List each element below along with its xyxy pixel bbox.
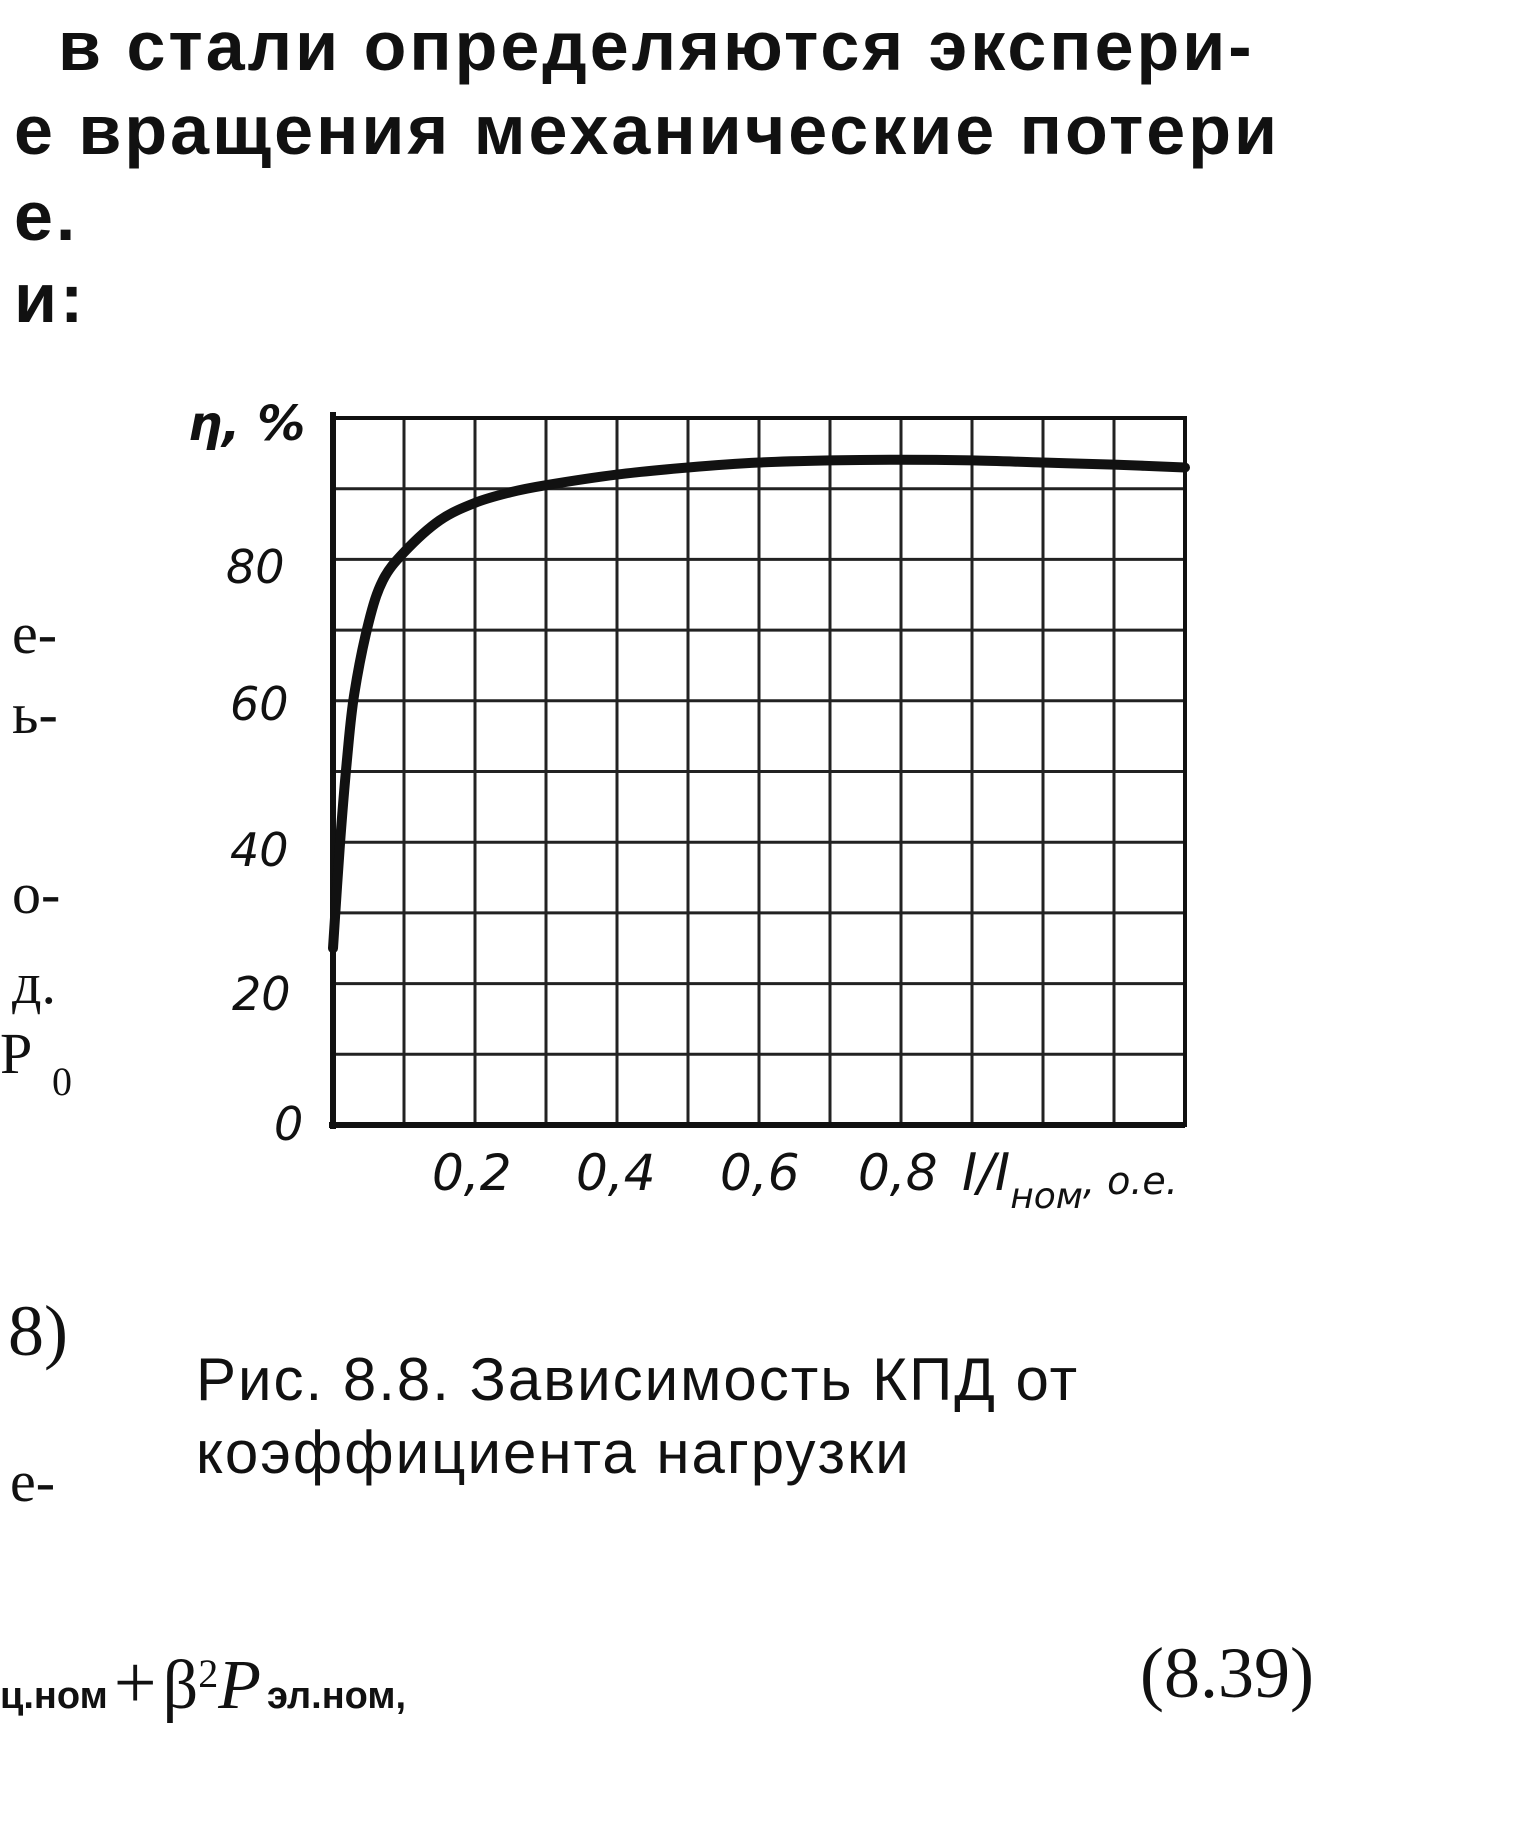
figure-caption-line-2: коэффициента нагрузки	[196, 1419, 911, 1486]
x-tick-label: 0,8	[858, 1144, 938, 1202]
body-text-line-3: е.	[14, 177, 79, 255]
x-axis-label-unit: , о.е.	[1082, 1159, 1178, 1203]
x-tick-label: 0,6	[720, 1144, 800, 1202]
y-tick-label: 80	[226, 540, 285, 594]
x-tick-label: 0,2	[432, 1144, 512, 1202]
equation-power-symbol: P	[218, 1647, 261, 1724]
equation-beta: β	[162, 1647, 199, 1724]
equation-beta-exponent: 2	[198, 1651, 219, 1696]
equation-plus: +	[113, 1641, 157, 1725]
y-tick-label: 20	[232, 967, 291, 1021]
equation-number: (8.39)	[1140, 1633, 1314, 1713]
x-axis-label-sub: ном	[1010, 1176, 1083, 1217]
body-text-line-1: в стали определяются экспери-	[58, 7, 1255, 85]
y-tick-label: 0	[274, 1097, 304, 1151]
equation-comma: ,	[395, 1675, 407, 1717]
margin-fragment: ь-	[12, 681, 58, 746]
margin-fragment: о-	[12, 861, 61, 926]
equation	[0, 1640, 406, 1727]
figure-caption-line-1: Рис. 8.8. Зависимость КПД от	[196, 1346, 1080, 1413]
body-text-line-2: е вращения механические потери	[14, 91, 1280, 169]
margin-fragment: е-	[12, 601, 58, 666]
x-axis-label	[962, 1143, 1178, 1217]
x-axis-label-main: I/I	[962, 1143, 1011, 1203]
y-tick-label: 40	[230, 823, 289, 877]
y-tick-label: 60	[230, 677, 289, 731]
margin-fragment: P	[0, 1021, 33, 1086]
equation-left-subscript: ц.ном	[0, 1675, 108, 1717]
margin-fragment: 8)	[8, 1291, 68, 1371]
y-axis-label: η, %	[188, 396, 306, 452]
body-text-line-4: и:	[14, 259, 87, 337]
margin-fragment: 0	[52, 1059, 72, 1104]
equation-right-subscript: эл.ном	[266, 1675, 396, 1717]
margin-fragment: д.	[12, 951, 57, 1016]
margin-fragment: е-	[10, 1449, 56, 1514]
x-tick-label: 0,4	[576, 1144, 656, 1202]
chart-grid	[333, 418, 1185, 1125]
